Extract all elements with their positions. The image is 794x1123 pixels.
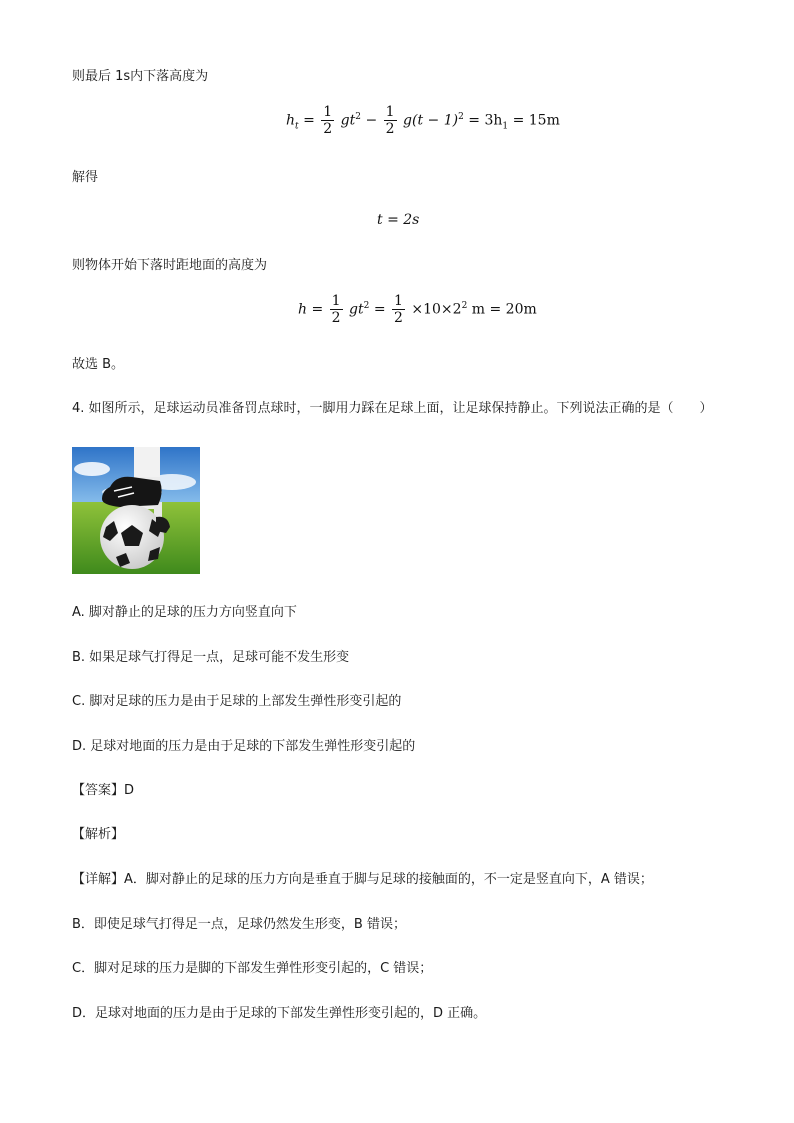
detail-a-text: A．脚对静止的足球的压力方向是垂直于脚与足球的接触面的，不一定是竖直向下，A 错误； — [124, 872, 653, 887]
text-last-second: 则最后 1s内下落高度为 — [72, 69, 209, 84]
detail-d: D．足球对地面的压力是由于足球的下部发生弹性形变引起的，D 正确。 — [72, 1006, 487, 1021]
detail-label: 【详解】 — [72, 872, 125, 887]
answer-label: 【答案】 — [72, 783, 125, 798]
option-c: C. 脚对足球的压力是由于足球的上部发生弹性形变引起的 — [72, 694, 402, 709]
text-choose-b: 故选 B。 — [72, 357, 125, 372]
equation-ht: $h_t$ = $\frac{1}{2}$ $gt^2$ − $\frac{1}{2}$ $g(t - 1)^2 = 3h_1 = 15m$ — [286, 104, 560, 137]
detail-a — [72, 871, 653, 889]
answer — [72, 782, 134, 800]
option-b: B. 如果足球气打得足一点，足球可能不发生形变 — [72, 650, 350, 665]
option-d: D. 足球对地面的压力是由于足球的下部发生弹性形变引起的 — [72, 739, 416, 754]
answer-value: D — [124, 783, 135, 798]
analysis-label: 【解析】 — [72, 827, 125, 842]
equation-h: h = $\frac{1}{2}$ $gt^2$ = $\frac{1}{2}$ $\times 10\times 2^2$ m = 20m — [298, 293, 537, 326]
equation-t: t = 2s — [377, 212, 420, 228]
detail-b: B．即使足球气打得足一点，足球仍然发生形变，B 错误； — [72, 917, 406, 932]
soccer-photo — [72, 447, 200, 574]
text-height-intro: 则物体开始下落时距地面的高度为 — [72, 258, 268, 273]
option-a: A. 脚对静止的足球的压力方向竖直向下 — [72, 605, 297, 620]
text-solve: 解得 — [72, 170, 99, 185]
detail-c: C．脚对足球的压力是脚的下部发生弹性形变引起的，C 错误； — [72, 961, 433, 976]
question-4: 4. 如图所示，足球运动员准备罚点球时，一脚用力踩在足球上面，让足球保持静止。下列说法正确的是（ ） — [72, 401, 713, 416]
